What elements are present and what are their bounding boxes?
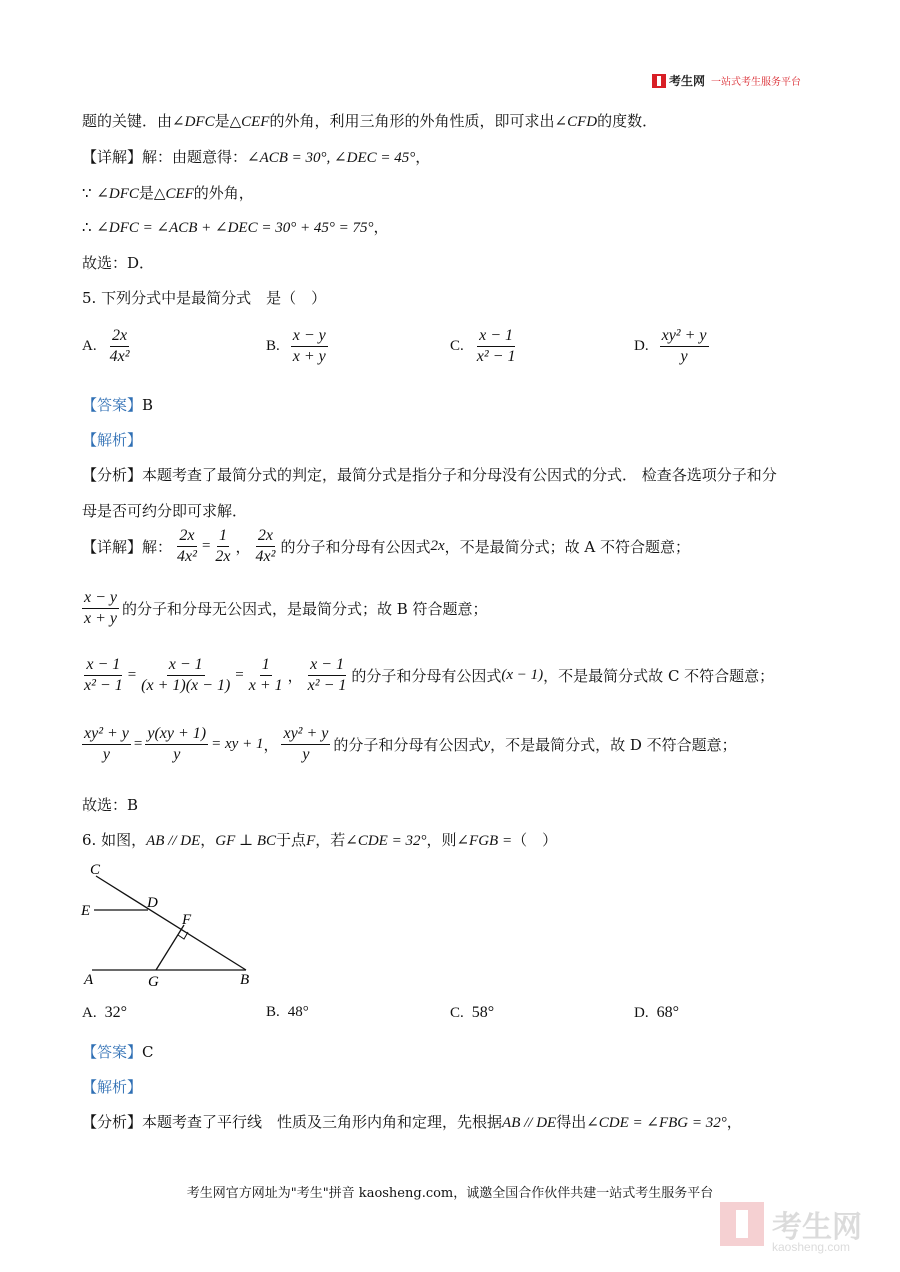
- label-e: E: [81, 903, 91, 919]
- q6-stem: [82, 829, 557, 850]
- fraction: [175, 526, 199, 567]
- option-value: 32°: [104, 1004, 127, 1021]
- fenxi-tag: 【分析】: [82, 466, 143, 484]
- denominator: x + 1: [248, 677, 283, 694]
- q6-answer: [82, 1041, 154, 1062]
- denominator: 4x²: [109, 348, 130, 365]
- text: 本题考查了平行线 性质及三角形内角和定理，先根据: [142, 1113, 503, 1131]
- denominator: 4x²: [177, 548, 197, 565]
- q5-detail-a: [82, 526, 690, 567]
- denominator: 4x²: [255, 548, 276, 565]
- numerator: xy² + y: [660, 326, 709, 347]
- fraction: [660, 326, 709, 367]
- denominator: y: [302, 746, 310, 763]
- option-label: B.: [266, 338, 280, 354]
- text: 的分子和分母有公因式: [333, 736, 484, 754]
- text: 解：由题意得：: [142, 148, 248, 166]
- text: ，: [373, 218, 389, 236]
- fraction: [247, 655, 285, 696]
- logo-name: 考生网: [669, 74, 706, 88]
- math: ∠DFC: [172, 114, 215, 130]
- math: ∠DFC = ∠ACB + ∠DEC = 30° + 45° = 75°: [96, 220, 374, 236]
- text: ，不是最简分式，故 D 不符合题意；: [490, 736, 737, 754]
- text: ，不是最简分式故 C 不符合题意；: [543, 667, 775, 685]
- q5-option-c: [450, 326, 520, 367]
- text: 本题考查了最简分式的判定，最简分式是指分子和分母没有公因式的分式． 检查各选项分子和分: [142, 466, 777, 484]
- equals: =: [133, 736, 143, 752]
- numerator: x − y: [291, 326, 328, 347]
- math: AB // DE: [502, 1115, 557, 1131]
- denominator: x² − 1: [307, 677, 347, 694]
- denominator: 2x: [215, 548, 231, 565]
- math: ∠CFD: [554, 114, 598, 130]
- answer-tag: 【答案】: [82, 1043, 143, 1061]
- q6-option-b: [266, 1004, 309, 1021]
- text: 的外角，利用三角形的外角性质，即可求出: [269, 112, 555, 130]
- answer-tag: 【答案】: [82, 396, 143, 414]
- math: F: [306, 833, 316, 849]
- fraction: [306, 655, 349, 696]
- text: ，不是最简分式；故 A 不符合题意；: [444, 538, 690, 556]
- watermark-logo: [720, 1202, 862, 1254]
- math: ∠FGB =: [456, 833, 513, 849]
- q6-option-c: [450, 1004, 494, 1022]
- q5-choose: 故选：B: [82, 796, 139, 814]
- numerator: 2x: [177, 526, 196, 547]
- text: 6. 如图，: [82, 831, 147, 849]
- denominator: y: [102, 746, 110, 763]
- fraction: [82, 588, 119, 629]
- q5-detail-c: [82, 655, 774, 696]
- because-symbol: ∵: [82, 184, 97, 202]
- label-g: G: [148, 974, 159, 990]
- option-value: 68°: [656, 1004, 679, 1021]
- text: ，: [726, 1113, 742, 1131]
- math: CEF: [241, 114, 270, 130]
- text: 是△: [138, 184, 166, 202]
- logo-slogan: 一站式考生服务平台: [711, 77, 802, 88]
- math: = xy + 1: [211, 736, 264, 752]
- text: 的分子和分母有公因式: [351, 667, 502, 685]
- fraction: [254, 526, 278, 567]
- math: 2x: [430, 538, 445, 554]
- label-c: C: [90, 862, 101, 878]
- denominator: x² − 1: [476, 348, 516, 365]
- math: ∠CDE = ∠FBG = 32°: [586, 1115, 727, 1131]
- denominator: x + y: [292, 348, 326, 365]
- line-cb: [96, 876, 246, 970]
- math: ∠ACB = 30°, ∠DEC = 45°: [247, 150, 416, 166]
- text: ，: [263, 736, 279, 754]
- numerator: 1: [260, 655, 272, 676]
- numerator: x − 1: [308, 655, 346, 676]
- numerator: x − 1: [167, 655, 205, 676]
- detail-tag: 【详解】: [82, 538, 143, 556]
- math: ∠DFC: [96, 186, 139, 202]
- option-label: D.: [634, 1004, 649, 1021]
- math: (x − 1): [501, 667, 544, 683]
- q5-analysis-tag: 【解析】: [82, 431, 143, 449]
- option-label: A.: [82, 338, 97, 354]
- q4-because: [82, 182, 254, 203]
- label-b: B: [240, 972, 250, 988]
- text: 的分子和分母无公因式，是最简分式；故 B 符合题意；: [122, 600, 488, 618]
- numerator: x − y: [82, 588, 119, 609]
- q5-detail-b: [82, 588, 488, 629]
- math: y: [483, 736, 491, 752]
- label-d: D: [147, 895, 158, 911]
- q6-option-a: [82, 1004, 127, 1022]
- option-label: B.: [266, 1004, 280, 1020]
- math: ∠CDE = 32°: [345, 833, 427, 849]
- option-value: 58°: [471, 1004, 495, 1021]
- text: ，: [200, 831, 216, 849]
- q5-answer: [82, 394, 153, 415]
- text: ，若: [315, 831, 346, 849]
- text: 解：: [142, 538, 173, 556]
- q6-analysis-tag: 【解析】: [82, 1078, 143, 1096]
- footer-text: 考生网官方网址为"考生"拼音 kaosheng.com，诚邀全国合作伙伴共建一站式考生服务平台: [186, 1186, 714, 1201]
- option-label: A.: [82, 1004, 97, 1021]
- watermark-text: 考生网: [772, 1211, 862, 1244]
- q5-fenxi-line2: 母是否可约分即可求解．: [82, 502, 248, 520]
- text: 题的关键．由: [82, 112, 173, 130]
- answer-value: B: [142, 396, 154, 414]
- q6-fenxi: [82, 1111, 742, 1132]
- text: 得出: [556, 1113, 587, 1131]
- fraction: [213, 526, 232, 567]
- option-label: D.: [634, 338, 649, 354]
- q5-fenxi-line1: [82, 464, 777, 485]
- math: AB // DE: [146, 833, 201, 849]
- text: 的分子和分母有公因式: [280, 538, 431, 556]
- numerator: x − 1: [84, 655, 122, 676]
- text: 的外角，: [193, 184, 254, 202]
- q4-detail: [82, 146, 430, 167]
- fraction: [139, 655, 232, 696]
- fraction: [291, 326, 328, 367]
- text: 于点: [276, 831, 307, 849]
- fraction: [108, 326, 132, 367]
- line-gf: [156, 925, 184, 970]
- header-logo: [652, 72, 801, 89]
- equals: =: [235, 667, 244, 683]
- math: CEF: [165, 186, 194, 202]
- denominator: x² − 1: [84, 677, 123, 694]
- fenxi-tag: 【分析】: [82, 1113, 143, 1131]
- numerator: 2x: [110, 326, 129, 347]
- fraction: [145, 724, 208, 765]
- text: ，: [235, 538, 251, 556]
- q5-option-d: [634, 326, 712, 367]
- q5-stem: 5. 下列分式中是最简分式 是（ ）: [82, 289, 327, 307]
- math: GF ⊥ BC: [215, 833, 277, 849]
- q5-option-a: [82, 326, 135, 367]
- q4-choose: 故选：D．: [82, 254, 155, 272]
- numerator: 2x: [256, 526, 275, 547]
- label-f: F: [182, 912, 192, 928]
- numerator: y(xy + 1): [145, 724, 208, 745]
- equals: =: [127, 667, 137, 683]
- option-value: 48°: [287, 1004, 309, 1020]
- label-a: A: [84, 972, 94, 988]
- numerator: x − 1: [477, 326, 515, 347]
- option-label: C.: [450, 338, 464, 354]
- equals: =: [201, 538, 211, 554]
- answer-value: C: [142, 1043, 154, 1061]
- detail-tag: 【详解】: [82, 148, 143, 166]
- denominator: y: [173, 746, 181, 763]
- q6-option-d: [634, 1004, 679, 1022]
- q4-therefore: [82, 216, 388, 237]
- fraction: [281, 724, 330, 765]
- option-label: C.: [450, 1004, 464, 1021]
- therefore-symbol: ∴: [82, 218, 97, 236]
- text: （ ）: [512, 831, 558, 849]
- q6-geometry-figure: [78, 858, 268, 992]
- denominator: x + y: [84, 610, 117, 627]
- q5-detail-d: [82, 724, 737, 765]
- text: 的度数．: [597, 112, 658, 130]
- watermark-sub: kaosheng.com: [772, 1240, 851, 1254]
- text: 是△: [214, 112, 242, 130]
- text: ，: [287, 667, 303, 685]
- text: ，则: [426, 831, 457, 849]
- fraction: [82, 655, 125, 696]
- q4-continuation: [82, 110, 657, 131]
- text: ，: [415, 148, 431, 166]
- numerator: xy² + y: [82, 724, 131, 745]
- numerator: 1: [217, 526, 229, 547]
- watermark-icon: [720, 1202, 764, 1246]
- fraction: [82, 724, 131, 765]
- denominator: (x + 1)(x − 1): [141, 677, 231, 694]
- fraction: [475, 326, 518, 367]
- denominator: y: [680, 348, 688, 365]
- logo-icon: [652, 74, 666, 88]
- q5-option-b: [266, 326, 331, 367]
- numerator: xy² + y: [281, 724, 330, 745]
